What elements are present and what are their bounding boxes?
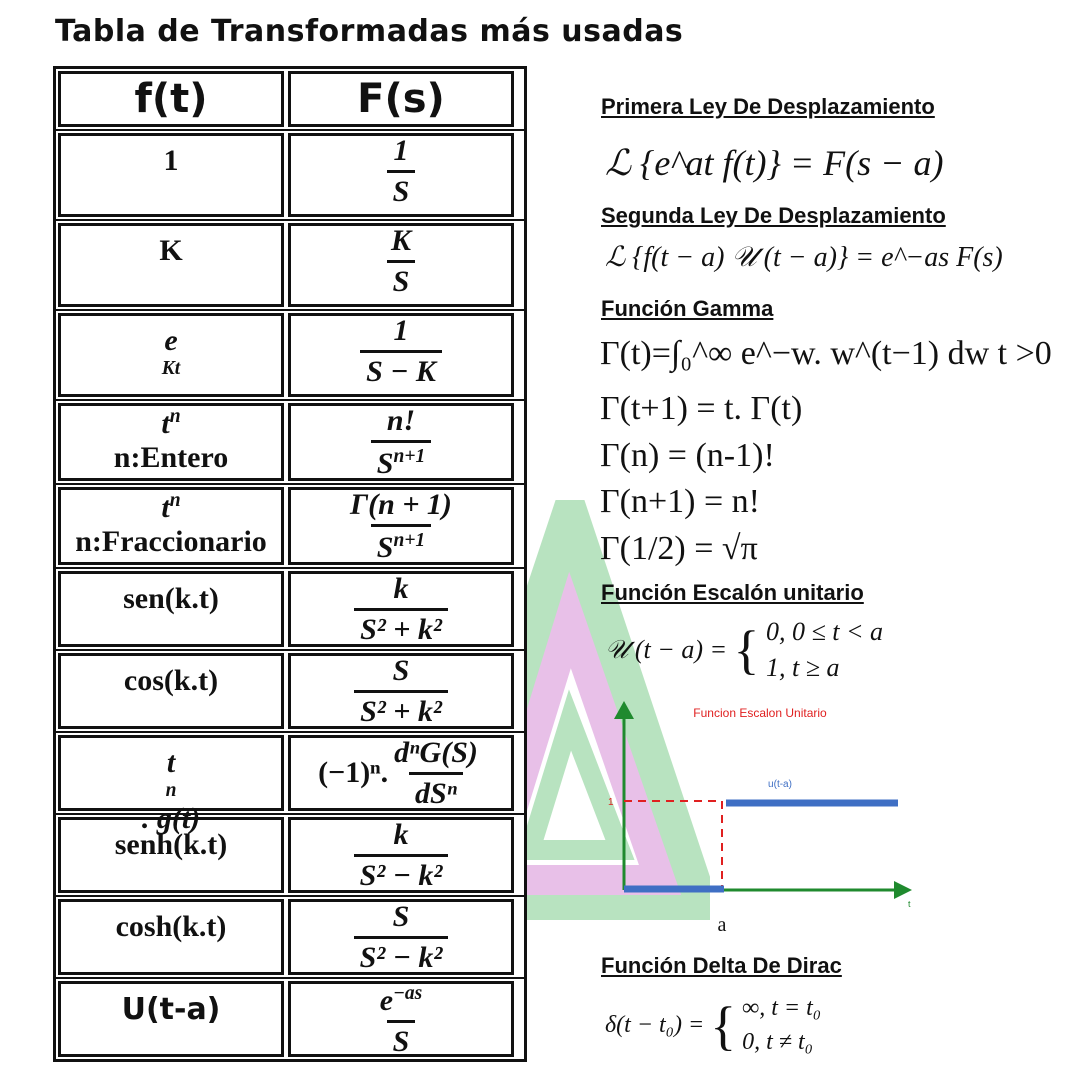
ft-cell: t n: [58, 735, 284, 811]
escalon-formula: 𝒰 (t − a) = { 0, 0 ≤ t < a 1, t ≥ a: [605, 617, 883, 683]
x-marker-label: a: [717, 914, 727, 936]
segunda-ley-formula: ℒ {f(t − a) 𝒰 (t − a)} = e^−as F(s): [605, 242, 1003, 273]
Fs-cell: $\frac{k}{\text{S² − k²}}$: [288, 817, 514, 893]
ft-cell: $t^n$ n:Fraccionario: [58, 487, 284, 565]
table-row: [56, 649, 524, 731]
header-Fs: F(s): [288, 71, 514, 127]
table-row: [56, 309, 524, 399]
ft-cell: $t^n$ n:Entero: [58, 403, 284, 481]
table-row: [56, 977, 524, 1059]
step-function-chart: [600, 695, 920, 940]
table-row: [56, 813, 524, 895]
gamma-line-4: Γ(n+1) = n!: [600, 483, 760, 520]
y-axis-arrow: [614, 701, 634, 719]
Fs-cell: (−1)ⁿ. $\frac{\text{dⁿG(S)}}{\text{dSⁿ}}$: [288, 735, 514, 811]
ft-cell: K: [58, 223, 284, 307]
chart-title: Funcion Escalon Unitario: [693, 706, 827, 720]
Fs-cell: $\frac{k}{\text{S² + k²}}$: [288, 571, 514, 647]
page-title: Tabla de Transformadas más usadas: [55, 14, 684, 49]
ft-cell: cos(k.t): [58, 653, 284, 729]
delta-formula: δ(t − t₀) = { ∞, t = t₀ 0, t ≠ t₀: [605, 995, 822, 1056]
table-row: [56, 731, 524, 813]
ft-cell: senh(k.t): [58, 817, 284, 893]
table-row: [56, 399, 524, 483]
Fs-cell: $\frac{S}{\text{S² + k²}}$: [288, 653, 514, 729]
gamma-heading: Función Gamma: [601, 296, 774, 321]
delta-heading: Función Delta De Dirac: [601, 953, 842, 978]
x-axis-arrow: [894, 881, 912, 899]
Fs-cell: $\frac{e^{-as}}{S}$: [288, 981, 514, 1057]
x-axis-label: t: [908, 899, 911, 909]
table-header-row: [56, 69, 524, 129]
table-row: [56, 219, 524, 309]
header-ft: f(t): [58, 71, 284, 127]
table-row: [56, 895, 524, 977]
table-row: [56, 129, 524, 219]
Fs-cell: $\frac{K}{S}$: [288, 223, 514, 307]
gamma-line-5: Γ(1/2) = √π: [600, 530, 758, 567]
gamma-line-3: Γ(n) = (n-1)!: [600, 437, 775, 474]
escalon-heading: Función Escalón unitario: [601, 580, 864, 605]
table-row: [56, 567, 524, 649]
Fs-cell: $\frac{1}{S}$: [288, 133, 514, 217]
primera-ley-formula: ℒ {e^at f(t)} = F(s − a): [605, 143, 944, 183]
gamma-line-2: Γ(t+1) = t. Γ(t): [600, 390, 803, 427]
ft-cell: U(t-a): [58, 981, 284, 1057]
ft-cell: e Kt: [58, 313, 284, 397]
ft-cell: 1: [58, 133, 284, 217]
table-row: [56, 483, 524, 567]
ft-cell: cosh(k.t): [58, 899, 284, 975]
Fs-cell: $\frac{n!}{S^{n+1}}$: [288, 403, 514, 481]
segunda-ley-heading: Segunda Ley De Desplazamiento: [601, 203, 946, 228]
series-label: u(t-a): [768, 779, 792, 790]
primera-ley-heading: Primera Ley De Desplazamiento: [601, 94, 935, 119]
Fs-cell: $\frac{S}{\text{S² − k²}}$: [288, 899, 514, 975]
gamma-line-1: Γ(t)=∫₀^∞ e^−w. w^(t−1) dw t >0: [600, 335, 1052, 372]
Fs-cell: $\frac{\Gamma(n + 1)}{S^{n+1}}$: [288, 487, 514, 565]
Fs-cell: $\frac{1}{S - K}$: [288, 313, 514, 397]
transform-table: [53, 66, 527, 1062]
y-tick-label: 1: [608, 797, 614, 808]
ft-cell: sen(k.t): [58, 571, 284, 647]
